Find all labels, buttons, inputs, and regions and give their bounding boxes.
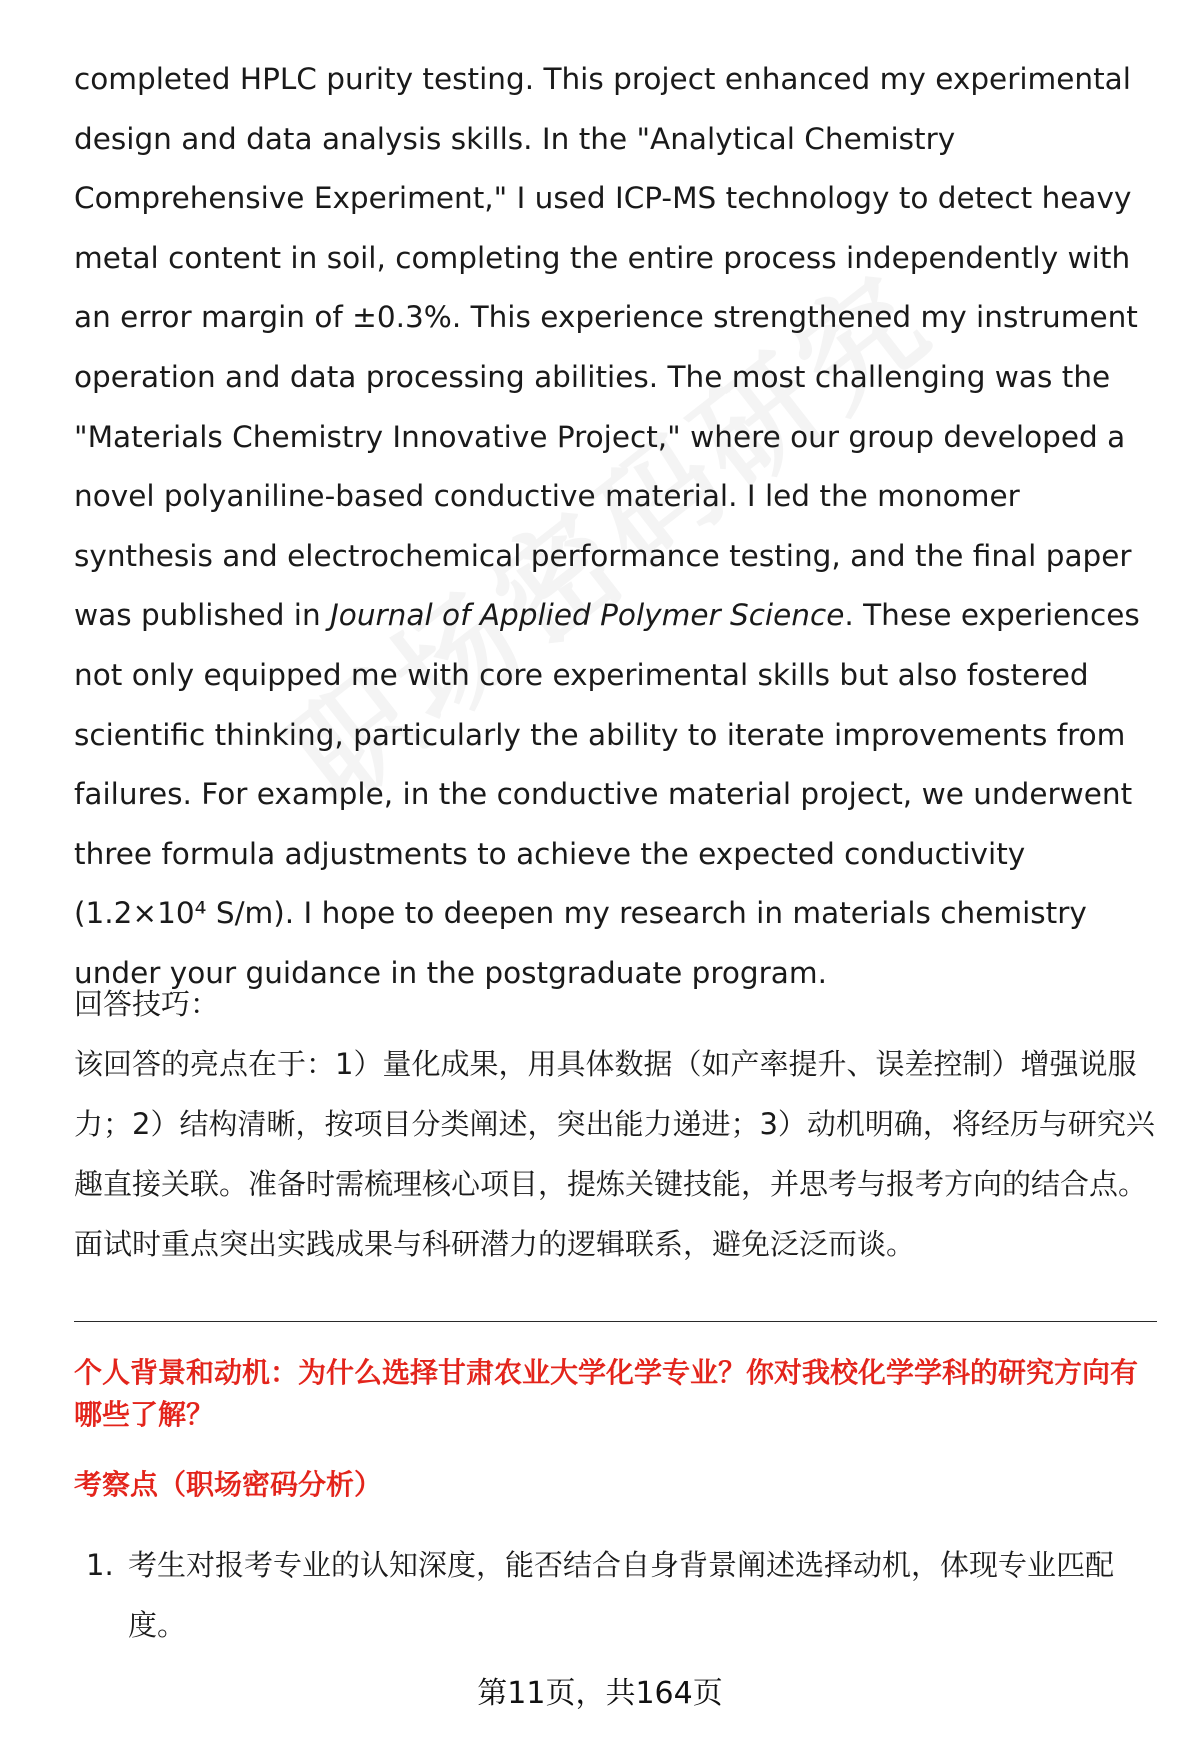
assessment-heading: 考察点（职场密码分析） (74, 1468, 383, 1501)
tips-text: 该回答的亮点在于：1）量化成果，用具体数据（如产率提升、误差控制）增强说服力；2）结构清晰，按项目分类阐述，突出能力递进；3）动机明确，将经历与研究兴趣直接关联。准备时需梳理核心项目，提炼关键技能，并思考与报考方向的结合点。面试时重点突出实践成果与科研潜力的逻辑联系，避免泛泛而谈。 (74, 1047, 1155, 1261)
tips-label: 回答技巧： (74, 987, 220, 1021)
list-item (74, 1535, 1164, 1655)
list-item-text: 考生对报考专业的认知深度，能否结合自身背景阐述选择动机，体现专业匹配度。 (128, 1548, 1115, 1642)
answer-paragraph (74, 50, 1164, 1004)
question-heading: 个人背景和动机：为什么选择甘肃农业大学化学专业？你对我校化学学科的研究方向有哪些了解？ (74, 1356, 1139, 1431)
journal-title: Journal of Applied Polymer Science (330, 598, 845, 633)
answer-text-part-1: completed HPLC purity testing. This project enhanced my experimental design and data analysis skills. In the "Analytical Chemistry Comprehensive Experiment," I used ICP-MS technology to detect heavy metal content in soil, completing the entire process independently with an error margin of ±0.3%. This experience strengthened my instrument operation and data processing abilities. The most challenging was the "Materials Chemistry Innovative Project," where our group developed a novel polyaniline-based conductive material. I led the monomer synthesis and electrochemical performance testing, and the final paper was published in (74, 62, 1138, 633)
assessment-point-list (74, 1535, 1164, 1655)
list-item-number: 1. (86, 1548, 114, 1582)
answer-text-part-2: . These experiences not only equipped me with core experimental skills but also fostered scientific thinking, particularly the ability to iterate improvements from failures. For example, in the conductive material project, we underwent three formula adjustments to achieve the expected conductivity (1.2×10⁴ S/m). I hope to deepen my research in materials chemistry under your guidance in the postgraduate program. (74, 598, 1140, 990)
page-number: 第11页，共164页 (477, 1676, 723, 1711)
section-divider (74, 1321, 1157, 1322)
